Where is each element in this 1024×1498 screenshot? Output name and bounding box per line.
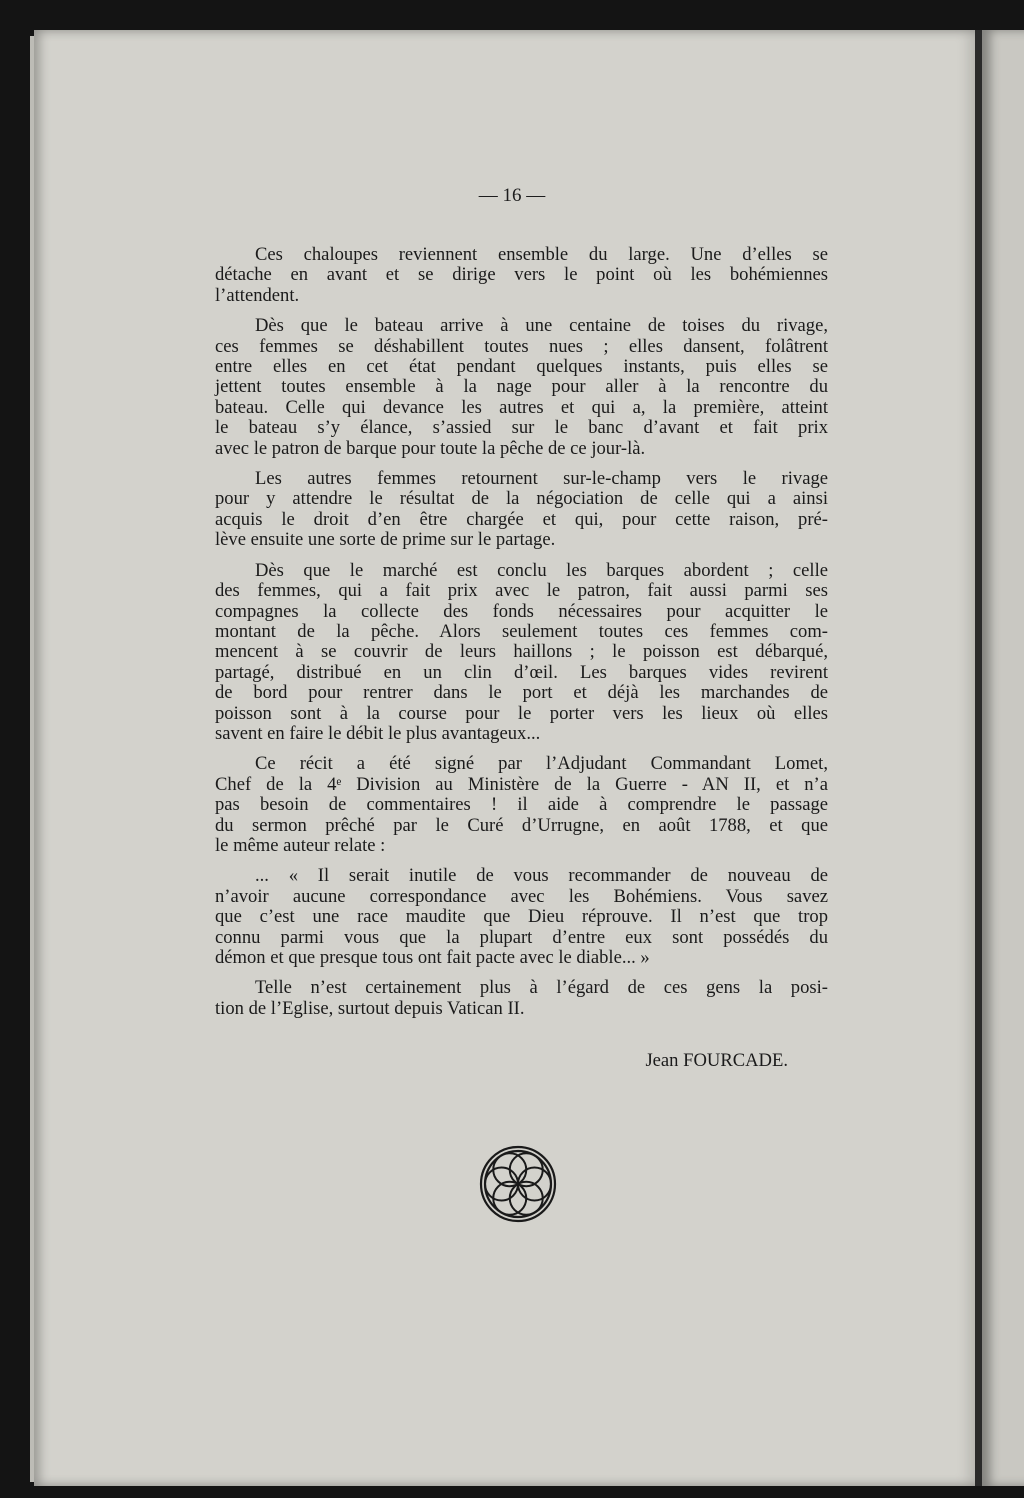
text-line: n’avoir aucune correspondance avec les Bohémiens. Vous savez <box>215 885 828 907</box>
paragraph <box>215 245 828 306</box>
paragraph <box>215 754 828 856</box>
text-line: tion de l’Eglise, surtout depuis Vatican II. <box>215 997 525 1019</box>
text-line: que c’est une race maudite que Dieu réprouve. Il n’est que trop <box>215 906 828 928</box>
author-signature: Jean FOURCADE. <box>645 1050 788 1071</box>
book-gutter <box>975 30 982 1486</box>
text-line: avec le patron de barque pour toute la pêche de ce jour-là. <box>215 437 646 459</box>
text-line: Dès que le marché est conclu les barques abordent ; celle <box>255 559 828 581</box>
text-line: Ce récit a été signé par l’Adjudant Commandant Lomet, <box>255 753 828 775</box>
text-line: Chef de la 4ᵉ Division au Ministère de la Guerre - AN II, et n’a <box>215 773 828 795</box>
text-line: partagé, distribué en un clin d’œil. Les barques vides revirent <box>215 661 828 683</box>
text-line: bateau. Celle qui devance les autres et qui a, la première, atteint <box>215 396 828 418</box>
page-number: — 16 — <box>478 185 546 206</box>
text-line: connu parmi vous que la plupart d’entre eux sont possédés du <box>215 926 828 948</box>
paragraph <box>215 469 828 551</box>
text-line: savent en faire le débit le plus avantageux... <box>215 722 541 744</box>
text-line: détache en avant et se dirige vers le point où les bohémiennes <box>215 264 828 286</box>
text-line: Dès que le bateau arrive à une centaine de toises du rivage, <box>255 315 828 337</box>
text-line: le même auteur relate : <box>215 834 386 856</box>
rosette-icon <box>478 1144 558 1224</box>
text-line: de bord pour rentrer dans le port et déjà les marchandes de <box>215 682 828 704</box>
text-line: entre elles en cet état pendant quelques instants, puis elles se <box>215 356 828 378</box>
paragraph <box>215 978 828 1019</box>
text-line: pas besoin de commentaires ! il aide à comprendre le passage <box>215 794 828 816</box>
text-line: jettent toutes ensemble à la nage pour aller à la rencontre du <box>215 376 828 398</box>
text-line: acquis le droit d’en être chargée et qui, pour cette raison, pré- <box>215 508 828 530</box>
paragraph <box>215 561 828 745</box>
text-line: ... « Il serait inutile de vous recommander de nouveau de <box>255 865 828 887</box>
text-line: l’attendent. <box>215 284 300 306</box>
paragraph <box>215 866 828 968</box>
text-line: montant de la pêche. Alors seulement toutes ces femmes com- <box>215 620 828 642</box>
text-line: compagnes la collecte des fonds nécessaires pour acquitter le <box>215 600 828 622</box>
text-line: ces femmes se déshabillent toutes nues ; elles dansent, folâtrent <box>215 335 828 357</box>
article-body <box>215 245 828 1029</box>
text-line: des femmes, qui a fait prix avec le patron, fait aussi parmi ses <box>215 580 828 602</box>
text-line: poisson sont à la course pour le porter vers les lieux où elles <box>215 702 828 724</box>
text-line: Ces chaloupes reviennent ensemble du large. Une d’elles se <box>255 244 828 265</box>
text-line: Les autres femmes retournent sur-le-champ vers le rivage <box>255 468 828 490</box>
paragraph <box>215 316 828 459</box>
text-line: mencent à se couvrir de leurs haillons ; le poisson est débarqué, <box>215 641 828 663</box>
text-line: le bateau s’y élance, s’assied sur le banc d’avant et fait prix <box>215 417 828 439</box>
text-line: du sermon prêché par le Curé d’Urrugne, en août 1788, et que <box>215 814 828 836</box>
text-line: lève ensuite une sorte de prime sur le partage. <box>215 529 556 551</box>
text-line: Telle n’est certainement plus à l’égard de ces gens la posi- <box>255 977 828 999</box>
text-line: pour y attendre le résultat de la négociation de celle qui a ainsi <box>215 488 828 510</box>
text-line: démon et que presque tous ont fait pacte avec le diable... » <box>215 947 650 968</box>
next-page-edge <box>982 30 1024 1486</box>
